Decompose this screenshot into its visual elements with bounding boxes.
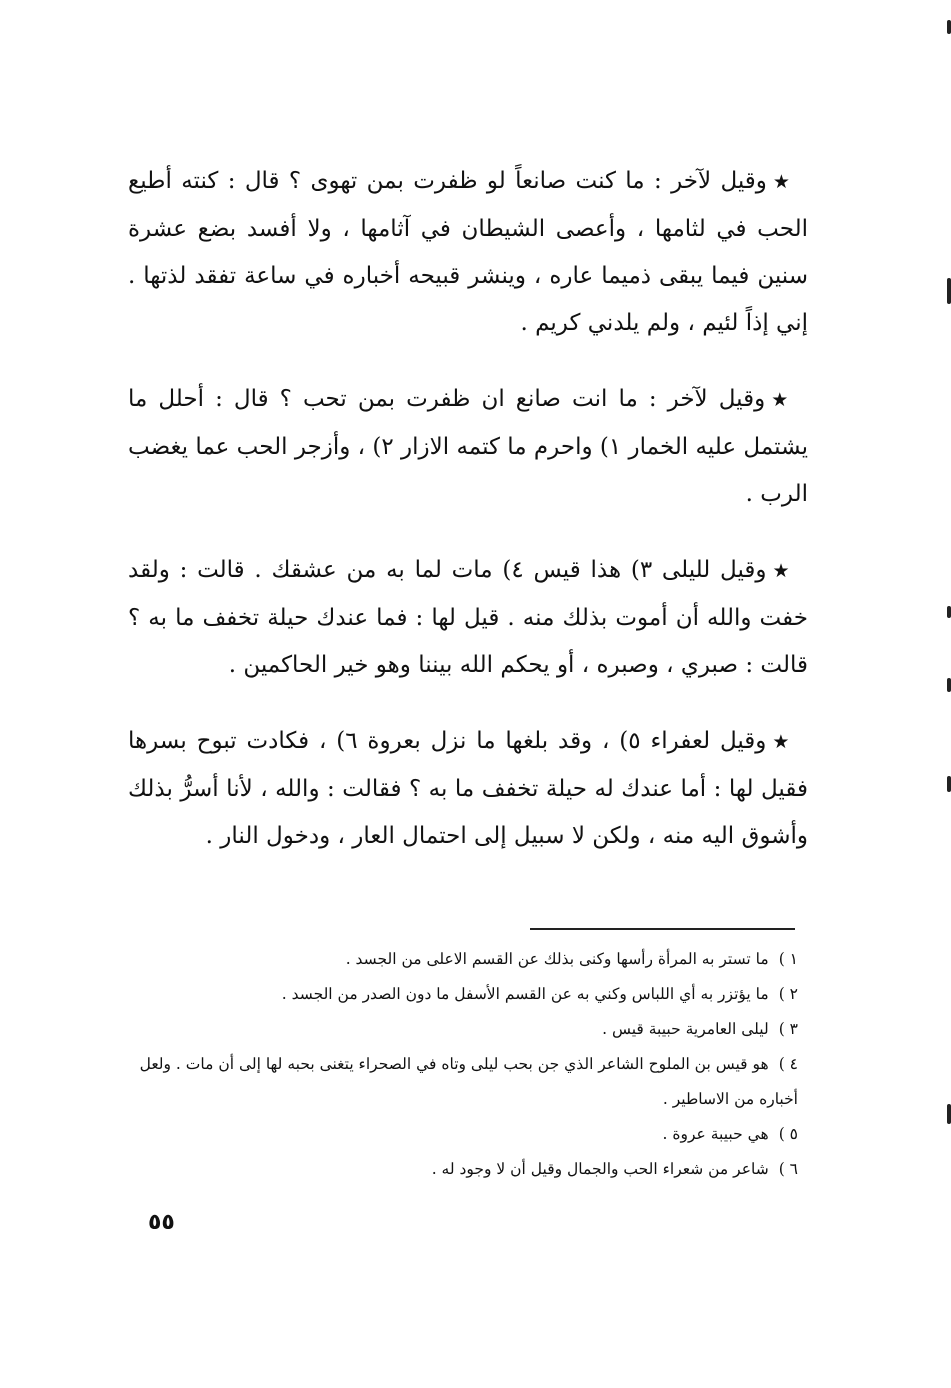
star-bullet-icon: ★ [771, 389, 792, 411]
footnote-text: ما تستر به المرأة رأسها وكنى بذلك عن القسم الاعلى من الجسد . [345, 950, 769, 968]
paragraph-3 [128, 547, 808, 689]
footnote-number: ٣ ) [778, 1020, 798, 1038]
star-bullet-icon: ★ [772, 171, 792, 193]
paragraph-4 [128, 718, 808, 860]
star-bullet-icon: ★ [772, 560, 792, 582]
footnote [128, 1152, 798, 1187]
paragraph-text: وقيل لعفراء ٥) ، وقد بلغها ما نزل بعروة ٦) ، فكادت تبوح بسرها فقيل لها : أما عندك له حيلة تخفف ما به ؟ فقالت : والله ، لأنا أسرُّ بذلك وأشوق اليه منه ، ولكن لا سبيل إلى احتمال العار ، ودخول النار . [128, 728, 808, 849]
scan-edge-mark [947, 678, 951, 692]
footnote-text: ما يؤتزر به أي اللباس وكني به عن القسم الأسفل ما دون الصدر من الجسد . [281, 985, 769, 1003]
paragraph-1 [128, 158, 808, 347]
footnote-separator [530, 928, 795, 930]
footnote [128, 1012, 798, 1047]
scan-edge-mark [947, 20, 951, 34]
scan-edge-mark [947, 278, 951, 304]
footnote-text: ليلى العامرية حبيبة قيس . [602, 1020, 769, 1038]
star-bullet-icon: ★ [772, 731, 792, 753]
footnote-text: هي حبيبة عروة . [662, 1125, 769, 1143]
footnote-text: هو قيس بن الملوح الشاعر الذي جن بحب ليلى وتاه في الصحراء يتغنى بحبه لها إلى أن مات . ولعل أخباره من الاساطير . [139, 1055, 798, 1108]
scan-edge-mark [947, 606, 951, 618]
footnotes [128, 942, 798, 1187]
scan-edge-mark [947, 1104, 951, 1124]
page-number: ٥٥ [148, 1210, 175, 1235]
paragraph-2 [128, 376, 808, 518]
footnote-number: ٥ ) [778, 1125, 798, 1143]
scan-edge-mark [947, 776, 951, 792]
footnote-number: ١ ) [778, 950, 798, 968]
footnote [128, 1047, 798, 1117]
paragraph-text: وقيل لآخر : ما كنت صانعاً لو ظفرت بمن تهوى ؟ قال : كنته أطيع الحب في لثامها ، وأعصى الشيطان في آثامها ، ولا أفسد بضع عشرة سنين فيما يبقى ذميما عاره ، وينشر قبيحه أخباره في ساعة تفقد لذتها . إني إذاً لئيم ، ولم يلدني كريم . [128, 168, 808, 336]
footnote-number: ٢ ) [778, 985, 798, 1003]
footnote-number: ٦ ) [778, 1160, 798, 1178]
footnote [128, 942, 798, 977]
footnote [128, 1117, 798, 1152]
main-text [128, 158, 808, 860]
paragraph-text: وقيل لليلى ٣) هذا قيس ٤) مات لما به من عشقك . قالت : ولقد خفت والله أن أموت بذلك منه . قيل لها : فما عندك حيلة تخفف ما به ؟ قالت : صبري ، وصبره ، أو يحكم الله بيننا وهو خير الحاكمين . [128, 557, 808, 678]
paragraph-text: وقيل لآخر : ما انت صانع ان ظفرت بمن تحب ؟ قال : أحلل ما يشتمل عليه الخمار ١) واحرم ما كتمه الازار ٢) ، وأزجر الحب عما يغضب الرب . [128, 386, 808, 507]
footnote-number: ٤ ) [778, 1055, 798, 1073]
footnote-text: شاعر من شعراء الحب والجمال وقيل أن لا وجود له . [431, 1160, 769, 1178]
footnote [128, 977, 798, 1012]
